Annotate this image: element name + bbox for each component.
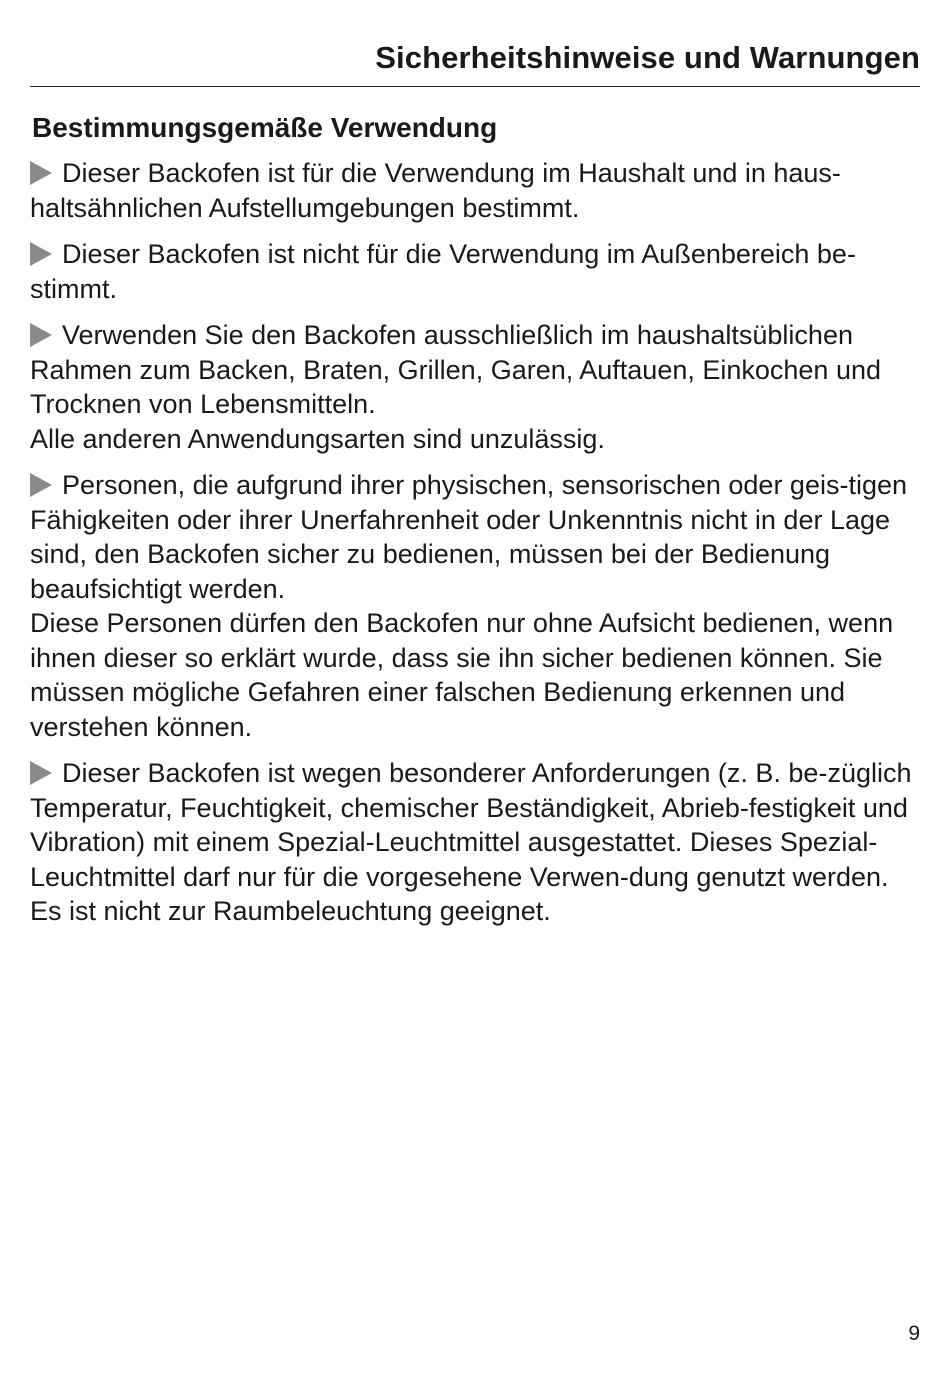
triangle-bullet-icon xyxy=(30,323,52,347)
item-paragraph xyxy=(30,468,920,606)
item-paragraph: Diese Personen dürfen den Backofen nur ohne Aufsicht bedienen, wenn ihnen dieser so erklärt wurde, dass sie ihn sicher bedienen können. Sie müssen mögliche Gefahren einer falschen Bedienung erkennen und verstehen können. xyxy=(30,608,894,742)
item-paragraph xyxy=(30,318,920,422)
page-title: Sicherheitshinweise und Warnungen xyxy=(375,40,920,75)
page-header xyxy=(30,36,920,87)
list-item xyxy=(30,756,920,929)
item-text: Dieser Backofen ist für die Verwendung im Haushalt und in haus-haltsähnlichen Aufstellumgebungen bestimmt. xyxy=(30,158,841,223)
section-title: Bestimmungsgemäße Verwendung xyxy=(32,112,498,143)
page-number: 9 xyxy=(908,1322,920,1345)
triangle-bullet-icon xyxy=(30,161,52,185)
item-text: Dieser Backofen ist nicht für die Verwendung im Außenbereich be-stimmt. xyxy=(30,239,856,304)
triangle-bullet-icon xyxy=(30,242,52,266)
item-text: Personen, die aufgrund ihrer physischen, sensorischen oder geis-tigen Fähigkeiten oder ihrer Unerfahrenheit oder Unkenntnis nicht in der Lage sind, den Backofen sicher zu bedienen, müssen bei der Bedienung beaufsichtigt werden. xyxy=(30,470,908,604)
triangle-bullet-icon xyxy=(30,473,52,497)
item-text: Verwenden Sie den Backofen ausschließlich im haushaltsüblichen Rahmen zum Backen, Braten, Grillen, Garen, Auftauen, Einkochen und Trocknen von Lebensmitteln. xyxy=(30,320,881,419)
item-text: Dieser Backofen ist wegen besonderer Anforderungen (z. B. be-züglich Temperatur, Feuchtigkeit, chemischer Beständigkeit, Abrieb-festigkeit und Vibration) mit einem Spezial-Leuchtmittel ausgestattet. Dieses Spezial-Leuchtmittel darf nur für die vorgesehene Verwen-dung genutzt werden. Es ist nicht zur Raumbeleuchtung geeignet. xyxy=(30,758,912,926)
document-body xyxy=(30,112,920,941)
list-item xyxy=(30,156,920,225)
list-item xyxy=(30,318,920,456)
item-paragraph xyxy=(30,756,920,929)
item-paragraph: Alle anderen Anwendungsarten sind unzulässig. xyxy=(30,423,605,454)
item-paragraph xyxy=(30,156,920,225)
list-item xyxy=(30,468,920,744)
triangle-bullet-icon xyxy=(30,761,52,785)
list-item xyxy=(30,237,920,306)
item-paragraph xyxy=(30,237,920,306)
